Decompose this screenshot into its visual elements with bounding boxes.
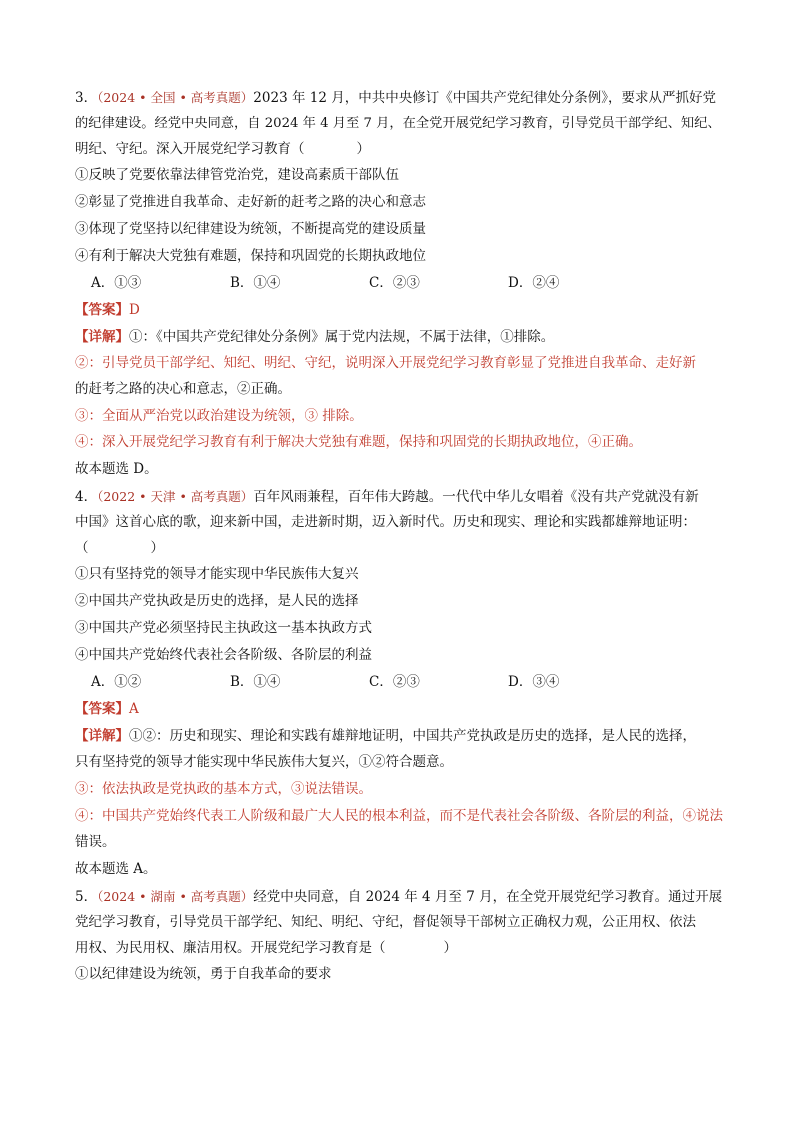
- answer-value: A: [129, 701, 139, 717]
- option-d: D．③④: [508, 674, 560, 690]
- question-stem-line: 的纪律建设。经党中央同意，自 2024 年 4 月至 7 月，在全党开展党纪学习教育，引导党员干部学纪、知纪、: [75, 116, 721, 131]
- statement: ②彰显了党推进自我革命、走好新的赶考之路的决心和意志: [75, 194, 426, 210]
- answer-options: [75, 674, 725, 691]
- question-stem-line: 3．（2024 • 全国 • 高考真题）2023 年 12 月，中共中央修订《中国共产党纪律处分条例》，要求从严抓好党: [75, 90, 716, 106]
- answer-label: 【答案】: [75, 701, 129, 717]
- statement: ③中国共产党必须坚持民主执政这一基本执政方式: [75, 620, 372, 636]
- question-3: [75, 89, 725, 478]
- question-stem-line: 用权、为民用权、廉洁用权。开展党纪学习教育是（ ）: [75, 940, 457, 956]
- statement: ①反映了党要依靠法律管党治党，建设高素质干部队伍: [75, 167, 399, 183]
- option-b: B．①④: [230, 275, 281, 291]
- answer-value: D: [129, 302, 140, 318]
- statement: ④有利于解决大党独有难题，保持和巩固党的长期执政地位: [75, 248, 426, 264]
- detail-line: 的赶考之路的决心和意志，②正确。: [75, 381, 291, 397]
- question-stem-line: 明纪、守纪。深入开展党纪学习教育（ ）: [75, 141, 370, 157]
- question-list: [75, 89, 725, 993]
- question-stem-line: 5．（2024 • 湖南 • 高考真题）经党中央同意，自 2024 年 4 月至 7 月，在全党开展党纪学习教育。通过开展: [75, 889, 723, 905]
- answer-line: [75, 302, 725, 319]
- question-stem-line: 党纪学习教育，引导党员干部学纪、知纪、明纪、守纪，督促领导干部树立正确权力观，公正用权、依法: [75, 914, 696, 930]
- option-a: A．①②: [91, 674, 142, 690]
- detail-line: ④：中国共产党始终代表工人阶级和最广大人民的根本利益，而不是代表社会各阶级、各阶层的利益，④说法: [75, 808, 723, 824]
- answer-label: 【答案】: [75, 302, 129, 318]
- conclusion: 故本题选 A。: [75, 861, 157, 877]
- question-source: （2024 • 全国 • 高考真题）: [97, 90, 254, 105]
- option-c: C．②③: [369, 674, 420, 690]
- statement: ②中国共产党执政是历史的选择，是人民的选择: [75, 593, 359, 609]
- detail-line: 【详解】①：《中国共产党纪律处分条例》属于党内法规，不属于法律，①排除。: [75, 329, 555, 345]
- question-5: [75, 888, 725, 983]
- detail-line: ③：全面从严治党以政治建设为统领，③ 排除。: [75, 408, 363, 424]
- option-a: A．①③: [91, 275, 142, 291]
- detail-line: 【详解】①②：历史和现实、理论和实践有雄辩地证明，中国共产党执政是历史的选择，是人民的选择，: [75, 728, 696, 744]
- option-c: C．②③: [369, 275, 420, 291]
- statement: ④中国共产党始终代表社会各阶级、各阶层的利益: [75, 647, 372, 663]
- detail-line: 只有坚持党的领导才能实现中华民族伟大复兴，①②符合题意。: [75, 754, 453, 770]
- question-4: [75, 488, 725, 878]
- detail-line: ④：深入开展党纪学习教育有利于解决大党独有难题，保持和巩固党的长期执政地位，④正确。: [75, 434, 642, 450]
- answer-options: [75, 275, 725, 292]
- detail-line: ③：依法执政是党执政的基本方式，③说法错误。: [75, 781, 372, 797]
- question-source: （2024 • 湖南 • 高考真题）: [97, 889, 254, 904]
- option-b: B．①④: [230, 674, 281, 690]
- question-number: 5．: [75, 889, 98, 905]
- detail-line: 错误。: [75, 834, 116, 850]
- statement: ①以纪律建设为统领，勇于自我革命的要求: [75, 966, 332, 982]
- question-stem-line: 中国》这首心底的歌，迎来新中国，走进新时期，迈入新时代。历史和现实、理论和实践都雄辩地证明：: [75, 514, 696, 530]
- answer-line: [75, 701, 725, 718]
- question-number: 3．: [75, 90, 98, 106]
- question-stem-line: 4．（2022 • 天津 • 高考真题）百年风雨兼程，百年伟大跨越。一代代中华儿女唱着《没有共产党就没有新: [75, 489, 699, 505]
- option-d: D．②④: [508, 275, 560, 291]
- statement: ③体现了党坚持以纪律建设为统领，不断提高党的建设质量: [75, 221, 426, 237]
- question-stem-line: （ ）: [75, 540, 164, 556]
- question-number: 4．: [75, 489, 98, 505]
- detail-label: 【详解】: [75, 728, 129, 744]
- detail-line: ②：引导党员干部学纪、知纪、明纪、守纪，说明深入开展党纪学习教育彰显了党推进自我革命、走好新: [75, 355, 696, 371]
- detail-label: 【详解】: [75, 329, 129, 345]
- conclusion: 故本题选 D。: [75, 461, 158, 477]
- statement: ①只有坚持党的领导才能实现中华民族伟大复兴: [75, 566, 359, 582]
- question-source: （2022 • 天津 • 高考真题）: [97, 489, 254, 504]
